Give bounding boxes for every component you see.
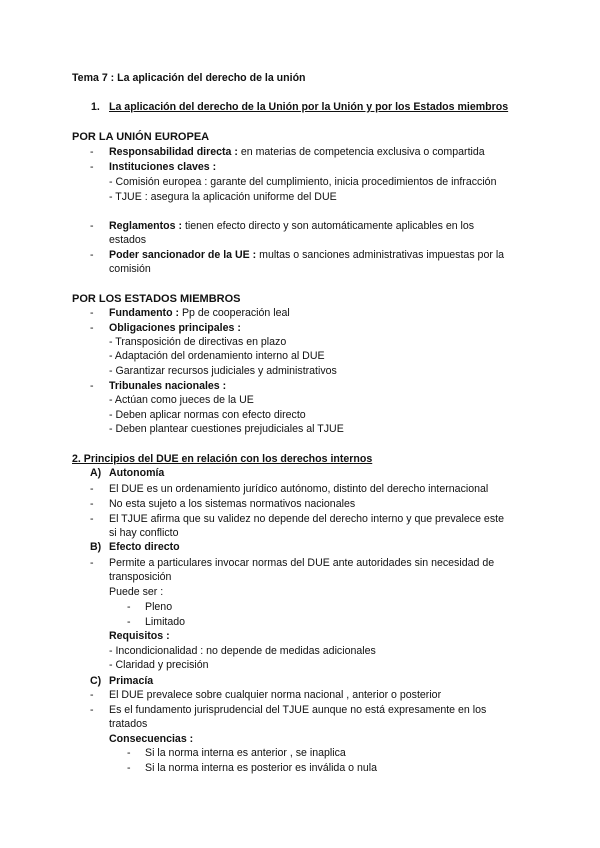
principle-b-requisito: - Incondicionalidad : no depende de medidas adicionales (109, 645, 376, 657)
principle-a-item: No esta sujeto a los sistemas normativos nacionales (109, 498, 356, 510)
em-tribunal: - Actúan como jueces de la UE (109, 394, 254, 406)
em-obligacion: - Transposición de directivas en plazo (109, 336, 287, 348)
em-item-fundamento: Fundamento : Pp de cooperación leal (109, 307, 290, 319)
ue-heading: POR LA UNIÓN EUROPEA (72, 131, 210, 143)
principle-b-title: Efecto directo (109, 541, 180, 553)
principle-b-tipo: Pleno (145, 601, 173, 613)
ue-item-poder-sancionador-cont: comisión (109, 263, 151, 275)
bullet-dash: - (127, 616, 131, 628)
principle-c-consecuencia: Si la norma interna es anterior , se inaplica (145, 747, 346, 759)
ue-item-reglamentos-cont: estados (109, 234, 147, 246)
principle-c-title: Primacía (109, 675, 154, 687)
document-title: Tema 7 : La aplicación del derecho de la unión (72, 72, 306, 84)
bullet-dash: - (127, 762, 131, 774)
principle-b-requisito: - Claridad y precisión (109, 659, 209, 671)
bullet-dash: - (90, 220, 94, 232)
principle-c-consecuencia: Si la norma interna es posterior es inválida o nula (145, 762, 378, 774)
principle-a-item-cont: si hay conflicto (109, 527, 179, 539)
principle-b-puede-ser: Puede ser : (109, 586, 164, 598)
principle-b-item: Permite a particulares invocar normas del DUE ante autoridades sin necesidad de (109, 557, 495, 569)
principle-a-title: Autonomía (109, 467, 165, 479)
principle-b-item-cont: transposición (109, 571, 172, 583)
em-tribunal: - Deben plantear cuestiones prejudiciales al TJUE (109, 423, 344, 435)
em-item-obligaciones: Obligaciones principales : (109, 322, 241, 334)
principle-b-requisitos-label: Requisitos : (109, 630, 170, 642)
bullet-dash: - (90, 146, 94, 158)
ue-item-instituciones: Instituciones claves : (109, 161, 217, 173)
section1-heading: La aplicación del derecho de la Unión por la Unión y por los Estados miembros (109, 101, 509, 113)
principle-b-tipo: Limitado (145, 616, 186, 628)
bullet-dash: - (90, 704, 94, 716)
bullet-dash: - (90, 322, 94, 334)
bullet-dash: - (90, 557, 94, 569)
bullet-dash: - (90, 483, 94, 495)
principle-a-item: El DUE es un ordenamiento jurídico autónomo, distinto del derecho internacional (109, 483, 489, 495)
ue-institution-comision: - Comisión europea : garante del cumplimiento, inicia procedimientos de infracción (109, 176, 497, 188)
principle-c-item-cont: tratados (109, 718, 148, 730)
principle-c-item: Es el fundamento jurisprudencial del TJUE aunque no está expresamente en los (109, 704, 487, 716)
ue-item-poder-sancionador: Poder sancionador de la UE : multas o sanciones administrativas impuestas por la (109, 249, 505, 261)
bullet-dash: - (127, 747, 131, 759)
section2-heading: 2. Principios del DUE en relación con los derechos internos (72, 453, 373, 465)
principle-a-letter: A) (90, 467, 102, 479)
bullet-dash: - (90, 161, 94, 173)
ue-item-reglamentos: Reglamentos : tienen efecto directo y son automáticamente aplicables en los (109, 220, 475, 232)
section1-number: 1. (91, 101, 100, 113)
em-obligacion: - Adaptación del ordenamiento interno al DUE (109, 350, 325, 362)
ue-institution-tjue: - TJUE : asegura la aplicación uniforme del DUE (109, 191, 337, 203)
principle-a-item: El TJUE afirma que su validez no depende del derecho interno y que prevalece este (109, 513, 504, 525)
bullet-dash: - (90, 498, 94, 510)
ue-item-responsabilidad: Responsabilidad directa : en materias de competencia exclusiva o compartida (109, 146, 485, 158)
em-heading: POR LOS ESTADOS MIEMBROS (72, 293, 241, 305)
bullet-dash: - (90, 249, 94, 261)
principle-b-letter: B) (90, 541, 102, 553)
em-tribunal: - Deben aplicar normas con efecto directo (109, 409, 306, 421)
em-item-tribunales: Tribunales nacionales : (109, 380, 227, 392)
principle-c-letter: C) (90, 675, 102, 687)
bullet-dash: - (90, 307, 94, 319)
principle-c-item: El DUE prevalece sobre cualquier norma nacional , anterior o posterior (109, 689, 442, 701)
em-obligacion: - Garantizar recursos judiciales y administrativos (109, 365, 337, 377)
bullet-dash: - (90, 513, 94, 525)
bullet-dash: - (90, 380, 94, 392)
principle-c-consecuencias-label: Consecuencias : (109, 733, 194, 745)
bullet-dash: - (90, 689, 94, 701)
bullet-dash: - (127, 601, 131, 613)
